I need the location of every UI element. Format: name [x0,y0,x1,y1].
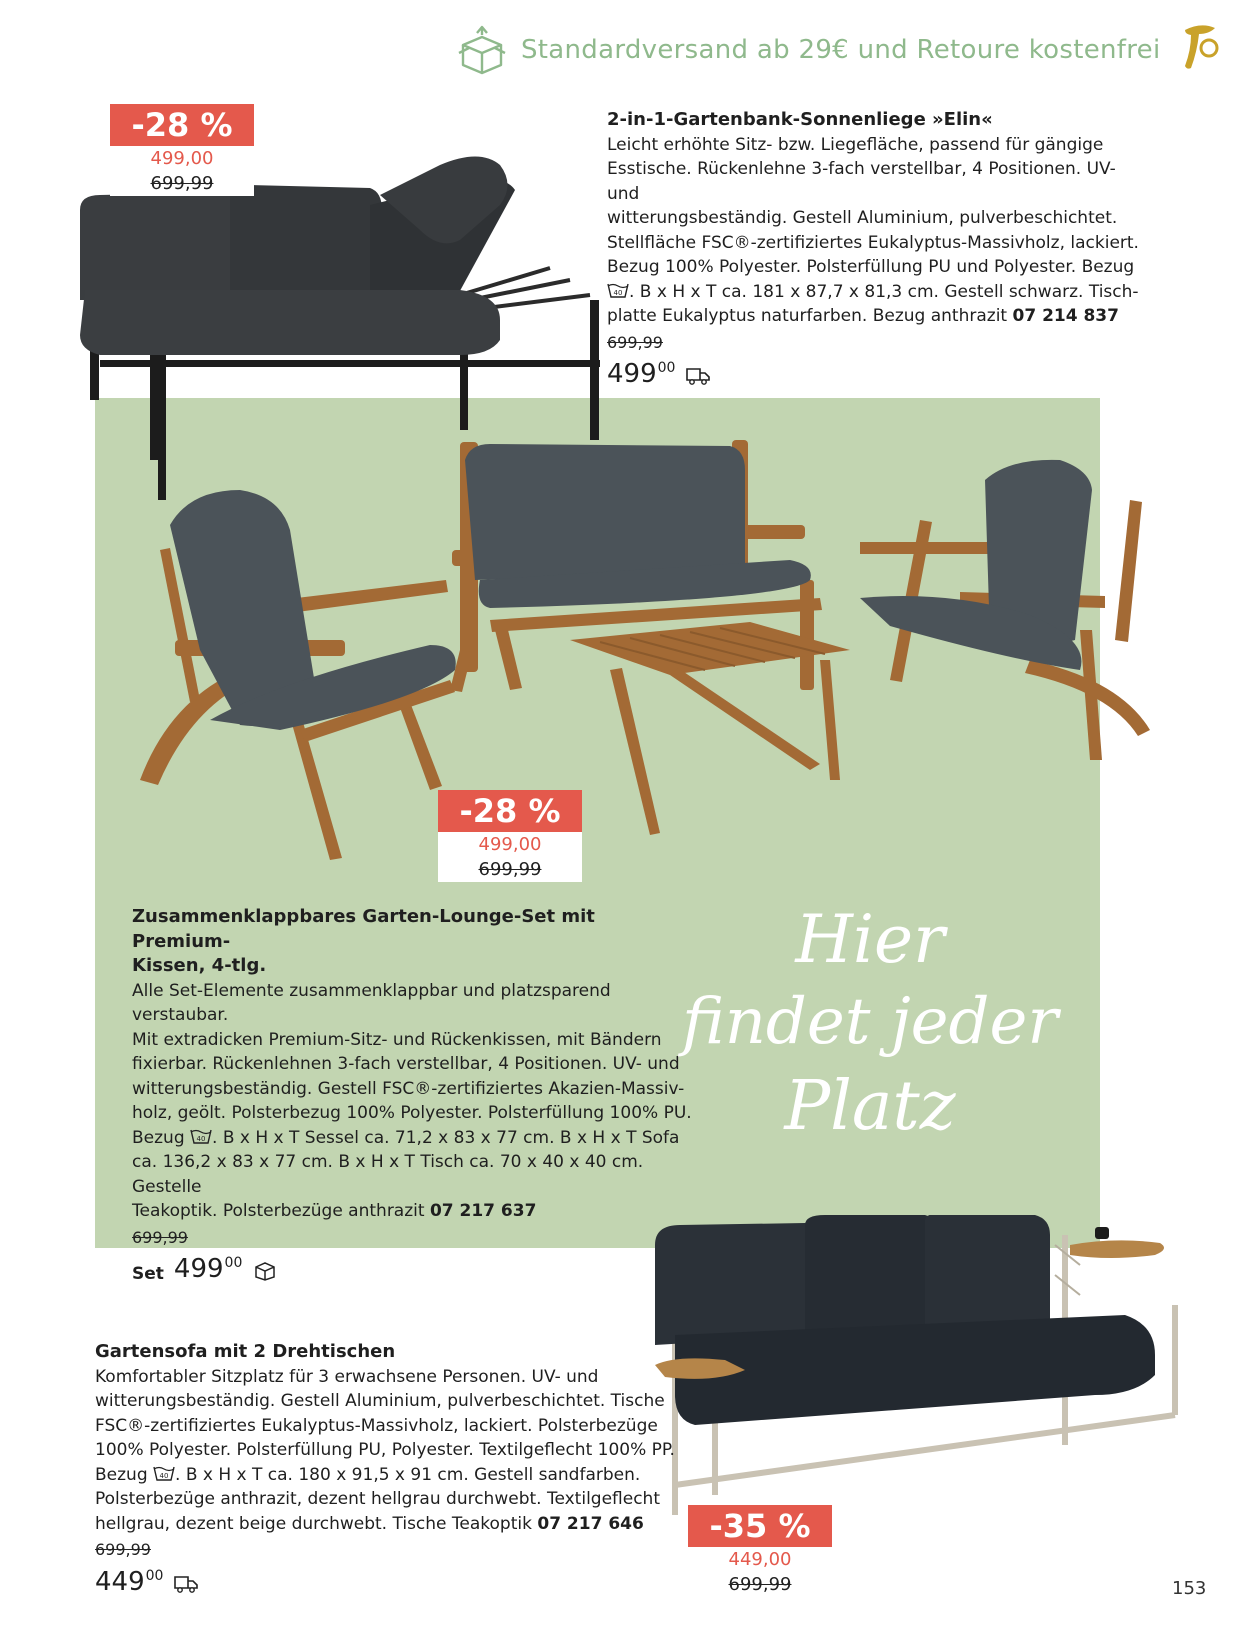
price [607,359,1147,389]
discount-old-price: 699,99 [728,1574,792,1595]
svg-text:40: 40 [159,1471,169,1480]
article-number: 07 214 837 [1012,306,1119,326]
old-price: 699,99 [132,1227,188,1247]
shipping-banner [455,22,1235,78]
garden-sofa-product-image [655,1215,1215,1525]
desc-line: Bezug 40 . B x H x T Sessel ca. 71,2 x 83 x 77 cm. B x H x T Sofa [132,1127,680,1148]
desc-line: platte Eukalyptus naturfarben. Bezug anthrazit 07 214 837 [607,306,1119,326]
product-title: Kissen, 4-tlg. [132,955,267,976]
desc-line: hellgrau, dezent beige durchwebt. Tische Teakoptik 07 217 646 [95,1513,644,1534]
desc-line: Bezug 40 . B x H x T ca. 180 x 91,5 x 91 cm. Gestell sandfarben. [95,1464,641,1485]
desc-line: Polsterbezüge anthrazit, dezent hellgrau durchwebt. Textilgeflecht [95,1489,660,1509]
desc-line: FSC®-zertifiziertes Eukalyptus-Massivholz, lackiert. Polsterbezüge [95,1415,658,1436]
sofa-discount-badge [688,1505,832,1597]
discount-old-price: 699,99 [150,173,214,194]
page-number: 153 [1172,1578,1207,1599]
slogan-line: Platz [784,1067,956,1146]
desc-line: 40 . B x H x T ca. 181 x 87,7 x 81,3 cm. Gestell schwarz. Tisch- [607,280,1147,305]
desc-line: witterungsbeständig. Gestell Aluminium, pulverbeschichtet. [607,208,1118,228]
desc-line: Stellfläche FSC®-zertifiziertes Eukalyptus-Massivholz, lackiert. [607,232,1139,253]
desc-line: fixierbar. Rückenlehnen 3-fach verstellbar, 4 Positionen. UV- und [132,1054,680,1074]
desc-line: Teakoptik. Polsterbezüge anthrazit 07 217 637 [132,1201,537,1221]
desc-line: witterungsbeständig. Gestell Aluminium, pulverbeschichtet. Tische [95,1391,665,1411]
article-number: 07 217 646 [537,1513,644,1534]
desc-line: witterungsbeständig. Gestell FSC®-zertifiziertes Akazien-Massiv- [132,1078,685,1099]
desc-line: 100% Polyester. Polsterfüllung PU, Polyester. Textilgeflecht 100% PP. [95,1440,675,1460]
discount-percent: -28 % [110,104,254,146]
discount-price: 449,00 [728,1549,792,1570]
desc-line: Mit extradicken Premium-Sitz- und Rückenkissen, mit Bändern [132,1029,662,1050]
desc-line: Bezug 100% Polyester. Polsterfüllung PU und Polyester. Bezug [607,257,1135,277]
price [132,1254,692,1287]
article-number: 07 217 637 [429,1201,537,1221]
package-return-icon [455,23,509,77]
price [95,1567,675,1597]
wash-40-icon [607,282,629,299]
bench-discount-badge [110,104,254,196]
price-euro: 499 [607,359,657,389]
discount-old-price: 699,99 [478,859,542,880]
price-cents: 00 [145,1567,164,1584]
shipping-text: Standardversand ab 29€ und Retoure kostenfrei [521,35,1161,65]
discount-price: 499,00 [150,148,214,169]
slogan [680,900,1060,1150]
price-euro: 499 [173,1254,224,1284]
set-label: Set [132,1264,164,1284]
old-price: 699,99 [607,332,663,352]
wash-40-icon [153,1465,175,1482]
slogan-line: Hier [795,901,945,978]
desc-line: Esstische. Rückenlehne 3-fach verstellbar, 4 Positionen. UV- und [607,159,1116,204]
price-euro: 449 [95,1566,145,1597]
lounge-set-product-image [130,430,1190,880]
sofa-description [95,1340,675,1597]
desc-line: ca. 136,2 x 83 x 77 cm. B x H x T Tisch ca. 70 x 40 x 40 cm. Gestelle [132,1152,644,1197]
desc-line: Komfortabler Sitzplatz für 3 erwachsene Personen. UV- und [95,1366,599,1387]
lounge-description [132,905,692,1287]
price-cents: 00 [657,360,676,376]
old-price: 699,99 [95,1540,151,1559]
parcel-icon [252,1261,278,1281]
tchibo-logo-icon [1175,22,1221,74]
lounge-discount-badge [438,790,582,882]
discount-percent: -28 % [438,790,582,832]
product-title: Gartensofa mit 2 Drehtischen [95,1341,396,1362]
svg-text:40: 40 [613,288,623,297]
slogan-line: findet jeder [682,985,1058,1059]
wash-40-icon [190,1128,212,1145]
desc-line: Leicht erhöhte Sitz- bzw. Liegefläche, passend für gängige [607,134,1104,155]
bench-description [607,108,1147,389]
product-title: 2-in-1-Gartenbank-Sonnenliege »Elin« [607,109,993,130]
product-title: Zusammenklappbares Garten-Lounge-Set mit Premium- [132,906,595,952]
price-cents: 00 [224,1255,243,1271]
svg-text:40: 40 [196,1134,206,1143]
desc-line: Alle Set-Elemente zusammenklappbar und platzsparend verstaubar. [132,980,611,1025]
desc-line: holz, geölt. Polsterbezug 100% Polyester. Polsterfüllung 100% PU. [132,1103,692,1123]
discount-percent: -35 % [688,1505,832,1547]
discount-price: 499,00 [478,834,542,855]
delivery-truck-icon [173,1574,199,1594]
delivery-truck-icon [685,366,711,386]
